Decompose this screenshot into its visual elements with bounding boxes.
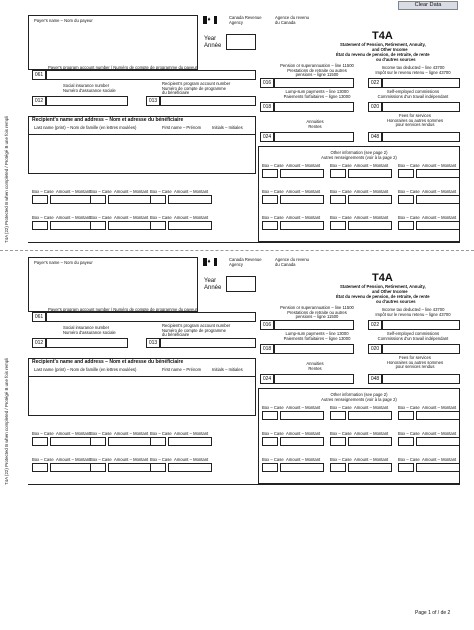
pension-label-fr-2: pensions – ligne 11500 xyxy=(295,72,339,77)
payer-account-label: Payer's program account number / Numéro de compte de programme du payeur xyxy=(48,65,198,70)
payer-name-label: Payer's name – Nom du payeur xyxy=(34,18,93,23)
other-box-label: Box – Case xyxy=(262,405,284,410)
annuities-label-fr: Rentes xyxy=(308,365,322,371)
other-amount-label: Amount – Montant xyxy=(354,457,389,462)
other-box-label: Box – Case xyxy=(32,457,54,462)
other-box-code-field[interactable] xyxy=(330,411,346,420)
annuities-field[interactable] xyxy=(274,374,354,384)
annuities-field[interactable] xyxy=(274,132,354,142)
tax-deducted-label-fr: Impôt sur le revenu retenu – ligne 43700 xyxy=(375,69,451,75)
agency-en-2: Agency xyxy=(229,261,243,267)
tax-slip xyxy=(0,10,474,250)
other-box-code-field[interactable] xyxy=(150,437,166,446)
other-amount-field[interactable] xyxy=(168,221,212,230)
other-box-code-field[interactable] xyxy=(398,169,414,178)
agency-en-2: Agency xyxy=(229,19,243,25)
other-amount-field[interactable] xyxy=(50,221,94,230)
year-field[interactable] xyxy=(226,34,256,50)
other-amount-field[interactable] xyxy=(280,463,324,472)
box-020-tag: 020 xyxy=(368,102,382,112)
recipient-account-label-3: du bénéficiaire xyxy=(162,90,190,95)
other-amount-field[interactable] xyxy=(50,437,94,446)
agency-en: Canada Revenue xyxy=(229,15,262,20)
initials-label: Initials – Initiales xyxy=(212,367,243,372)
other-box-code-field[interactable] xyxy=(330,195,346,204)
recipient-account-label-2: Numéro de compte de programme xyxy=(162,327,227,333)
other-box-label: Box – Case xyxy=(262,215,284,220)
other-box-code-field[interactable] xyxy=(398,463,414,472)
other-box-code-field[interactable] xyxy=(330,169,346,178)
recipient-account-field[interactable] xyxy=(160,96,256,106)
annuities-label: Annuities xyxy=(306,119,324,124)
agency-fr: Agence du revenu xyxy=(275,257,309,262)
other-box-label: Box – Case xyxy=(32,215,54,220)
other-amount-label: Amount – Montant xyxy=(174,457,209,462)
initials-label: Initials – Initiales xyxy=(212,125,243,130)
other-amount-label: Amount – Montant xyxy=(174,431,209,436)
pension-amount-field[interactable] xyxy=(274,78,354,88)
other-amount-label: Amount – Montant xyxy=(286,405,321,410)
form-code: T4A xyxy=(372,30,393,42)
other-amount-field[interactable] xyxy=(348,411,392,420)
other-box-code-field[interactable] xyxy=(150,463,166,472)
sin-label-fr: Numéro d'assurance sociale xyxy=(63,329,116,335)
other-amount-field[interactable] xyxy=(348,463,392,472)
other-box-label: Box – Case xyxy=(90,215,112,220)
first-name-label: First name – Prénom xyxy=(162,367,202,372)
recipient-heading: Recipient's name and address – Nom et adresse du bénéficiaire xyxy=(32,117,184,123)
year-label-fr: Année xyxy=(204,285,222,291)
sin-label-fr: Numéro d'assurance sociale xyxy=(63,87,116,93)
other-box-code-field[interactable] xyxy=(90,437,106,446)
other-amount-field[interactable] xyxy=(168,463,212,472)
other-amount-label: Amount – Montant xyxy=(114,189,149,194)
pension-label-fr: Prestations de retraite ou autres xyxy=(287,67,347,73)
other-amount-label: Amount – Montant xyxy=(354,189,389,194)
canada-flag-icon: ♦ xyxy=(203,258,217,266)
recipient-account-label-3: du bénéficiaire xyxy=(162,332,190,337)
other-amount-label: Amount – Montant xyxy=(114,215,149,220)
other-amount-field[interactable] xyxy=(108,463,152,472)
lump-sum-label: Lump-sum payments – line 13000 xyxy=(285,89,349,94)
other-amount-field[interactable] xyxy=(416,463,460,472)
title-fr-2: ou d'autres sources xyxy=(376,299,416,304)
other-amount-label: Amount – Montant xyxy=(354,431,389,436)
other-box-code-field[interactable] xyxy=(90,221,106,230)
other-amount-label: Amount – Montant xyxy=(422,405,457,410)
side-label: T4A (22) Protected B when completed / Protégé B une fois rempli xyxy=(4,357,9,485)
lump-sum-field[interactable] xyxy=(274,102,354,112)
other-amount-field[interactable] xyxy=(50,463,94,472)
box-018-tag: 018 xyxy=(260,102,274,112)
other-amount-label: Amount – Montant xyxy=(422,215,457,220)
box-022-tag: 022 xyxy=(368,320,382,330)
box-020-tag: 020 xyxy=(368,344,382,354)
title-fr-2: ou d'autres sources xyxy=(376,57,416,62)
other-amount-label: Amount – Montant xyxy=(56,457,91,462)
other-box-label: Box – Case xyxy=(330,457,352,462)
other-box-code-field[interactable] xyxy=(32,195,48,204)
other-amount-label: Amount – Montant xyxy=(286,163,321,168)
other-amount-label: Amount – Montant xyxy=(174,189,209,194)
other-box-label: Box – Case xyxy=(90,189,112,194)
fees-label-fr: Honoraires ou autres sommes xyxy=(386,359,444,365)
box-022-tag: 022 xyxy=(368,78,382,88)
other-box-code-field[interactable] xyxy=(262,195,278,204)
other-amount-field[interactable] xyxy=(416,195,460,204)
other-box-code-field[interactable] xyxy=(330,463,346,472)
tax-deducted-label: Income tax deducted – line 43700 xyxy=(381,65,445,70)
other-box-code-field[interactable] xyxy=(262,221,278,230)
other-amount-label: Amount – Montant xyxy=(174,215,209,220)
last-name-label: Last name (print) – Nom de famille (en lettres moulées) xyxy=(34,367,137,372)
other-amount-label: Amount – Montant xyxy=(114,431,149,436)
agency-en: Canada Revenue xyxy=(229,257,262,262)
box-024-tag: 024 xyxy=(260,132,274,142)
box-013-tag: 013 xyxy=(146,338,160,348)
canada-flag-icon: ♦ xyxy=(203,16,217,24)
other-amount-field[interactable] xyxy=(280,437,324,446)
box-061-tag: 061 xyxy=(32,312,46,322)
tax-deducted-label: Income tax deducted – line 43700 xyxy=(381,307,445,312)
other-box-code-field[interactable] xyxy=(90,463,106,472)
other-amount-field[interactable] xyxy=(348,169,392,178)
other-box-label: Box – Case xyxy=(398,457,420,462)
fees-label-fr-2: pour services rendus xyxy=(395,122,435,127)
other-amount-label: Amount – Montant xyxy=(286,189,321,194)
tax-deducted-label-fr: Impôt sur le revenu retenu – ligne 43700 xyxy=(375,311,451,317)
payer-account-label: Payer's program account number / Numéro de compte de programme du payeur xyxy=(48,307,198,312)
other-box-label: Box – Case xyxy=(32,431,54,436)
agency-fr: Agence du revenu xyxy=(275,15,309,20)
other-box-code-field[interactable] xyxy=(32,463,48,472)
last-name-label: Last name (print) – Nom de famille (en lettres moulées) xyxy=(34,125,137,130)
other-amount-label: Amount – Montant xyxy=(354,163,389,168)
other-box-label: Box – Case xyxy=(398,163,420,168)
other-box-label: Box – Case xyxy=(90,431,112,436)
other-info-label-fr: Autres renseignements (voir à la page 2) xyxy=(321,396,397,402)
other-box-label: Box – Case xyxy=(330,189,352,194)
annuities-label: Annuities xyxy=(306,361,324,366)
pension-amount-field[interactable] xyxy=(274,320,354,330)
other-amount-field[interactable] xyxy=(168,195,212,204)
payer-account-field[interactable] xyxy=(46,312,256,322)
cut-line xyxy=(0,250,474,251)
fees-label-fr-2: pour services rendus xyxy=(395,364,435,369)
other-box-label: Box – Case xyxy=(262,431,284,436)
other-box-code-field[interactable] xyxy=(150,221,166,230)
tax-deducted-field[interactable] xyxy=(382,78,460,88)
self-employed-label: Self-employed commissions xyxy=(386,331,440,336)
other-box-label: Box – Case xyxy=(150,189,172,194)
year-label: Year xyxy=(204,36,217,42)
other-amount-field[interactable] xyxy=(416,437,460,446)
title-en-2: and Other Income xyxy=(372,47,408,52)
recipient-account-label: Recipient's program account number xyxy=(162,323,231,328)
other-box-code-field[interactable] xyxy=(90,195,106,204)
box-012-tag: 012 xyxy=(32,96,46,106)
recipient-account-label-2: Numéro de compte de programme xyxy=(162,85,227,91)
other-amount-field[interactable] xyxy=(108,437,152,446)
box-061-tag: 061 xyxy=(32,70,46,80)
other-amount-field[interactable] xyxy=(280,169,324,178)
year-label: Year xyxy=(204,278,217,284)
other-box-label: Box – Case xyxy=(330,405,352,410)
pension-label-fr: Prestations de retraite ou autres xyxy=(287,309,347,315)
other-box-label: Box – Case xyxy=(150,457,172,462)
other-box-label: Box – Case xyxy=(90,457,112,462)
other-box-label: Box – Case xyxy=(398,215,420,220)
fees-label-fr: Honoraires ou autres sommes xyxy=(386,117,444,123)
other-box-code-field[interactable] xyxy=(262,169,278,178)
other-amount-field[interactable] xyxy=(416,221,460,230)
other-box-label: Box – Case xyxy=(150,431,172,436)
other-box-label: Box – Case xyxy=(262,189,284,194)
other-amount-field[interactable] xyxy=(280,221,324,230)
other-box-code-field[interactable] xyxy=(262,437,278,446)
other-amount-label: Amount – Montant xyxy=(354,215,389,220)
other-box-code-field[interactable] xyxy=(32,437,48,446)
other-amount-label: Amount – Montant xyxy=(56,431,91,436)
payer-name-label: Payer's name – Nom du payeur xyxy=(34,260,93,265)
recipient-account-field[interactable] xyxy=(160,338,256,348)
lump-sum-field[interactable] xyxy=(274,344,354,354)
other-box-label: Box – Case xyxy=(398,431,420,436)
box-024-tag: 024 xyxy=(260,374,274,384)
clear-data-button[interactable]: Clear Data xyxy=(398,1,458,10)
other-amount-field[interactable] xyxy=(168,437,212,446)
agency-fr-2: du Canada xyxy=(275,261,296,267)
other-amount-field[interactable] xyxy=(416,169,460,178)
recipient-account-label: Recipient's program account number xyxy=(162,81,231,86)
box-016-tag: 016 xyxy=(260,78,274,88)
other-amount-field[interactable] xyxy=(348,195,392,204)
box-048-tag: 048 xyxy=(368,132,382,142)
other-box-label: Box – Case xyxy=(398,405,420,410)
sin-label: Social insurance number xyxy=(63,83,110,88)
other-box-label: Box – Case xyxy=(398,189,420,194)
title-fr-1: État du revenu de pension, de retraite, de rente xyxy=(336,52,430,57)
sin-field[interactable] xyxy=(46,96,128,106)
self-employed-label: Self-employed commissions xyxy=(386,89,440,94)
tax-slip xyxy=(0,252,474,492)
side-label: T4A (22) Protected B when completed / Protégé B une fois rempli xyxy=(4,115,9,243)
payer-account-field[interactable] xyxy=(46,70,256,80)
fees-label: Fees for services xyxy=(399,113,431,118)
year-label-fr: Année xyxy=(204,43,222,49)
other-amount-label: Amount – Montant xyxy=(422,163,457,168)
other-box-label: Box – Case xyxy=(262,163,284,168)
other-amount-field[interactable] xyxy=(108,195,152,204)
sin-label: Social insurance number xyxy=(63,325,110,330)
self-employed-field[interactable] xyxy=(382,344,460,354)
other-amount-label: Amount – Montant xyxy=(114,457,149,462)
other-box-label: Box – Case xyxy=(32,189,54,194)
other-amount-label: Amount – Montant xyxy=(286,431,321,436)
other-box-label: Box – Case xyxy=(262,457,284,462)
other-box-label: Box – Case xyxy=(330,163,352,168)
pension-label: Pension or superannuation – line 11500 xyxy=(280,305,354,310)
other-info-label: Other information (see page 2) xyxy=(330,150,388,155)
pension-label-fr-2: pensions – ligne 11500 xyxy=(295,314,339,319)
title-en-2: and Other Income xyxy=(372,289,408,294)
lump-sum-label: Lump-sum payments – line 13000 xyxy=(285,331,349,336)
other-info-label-fr: Autres renseignements (voir à la page 2) xyxy=(321,154,397,160)
title-en-1: Statement of Pension, Retirement, Annuity, xyxy=(340,42,426,47)
other-amount-field[interactable] xyxy=(348,221,392,230)
other-amount-label: Amount – Montant xyxy=(286,215,321,220)
other-box-code-field[interactable] xyxy=(330,437,346,446)
other-box-code-field[interactable] xyxy=(398,221,414,230)
other-amount-label: Amount – Montant xyxy=(354,405,389,410)
other-box-code-field[interactable] xyxy=(32,221,48,230)
box-018-tag: 018 xyxy=(260,344,274,354)
box-016-tag: 016 xyxy=(260,320,274,330)
other-box-label: Box – Case xyxy=(150,215,172,220)
other-box-code-field[interactable] xyxy=(262,411,278,420)
other-amount-label: Amount – Montant xyxy=(422,431,457,436)
pension-label: Pension or superannuation – line 11500 xyxy=(280,63,354,68)
first-name-label: First name – Prénom xyxy=(162,125,202,130)
recipient-heading: Recipient's name and address – Nom et adresse du bénéficiaire xyxy=(32,359,184,365)
lump-sum-label-fr: Paiements forfaitaires – ligne 13000 xyxy=(283,335,351,341)
self-employed-field[interactable] xyxy=(382,102,460,112)
fees-field[interactable] xyxy=(382,132,460,142)
self-employed-label-fr: Commissions d'un travail indépendant xyxy=(377,93,449,99)
year-field[interactable] xyxy=(226,276,256,292)
other-amount-label: Amount – Montant xyxy=(56,189,91,194)
box-013-tag: 013 xyxy=(146,96,160,106)
other-amount-label: Amount – Montant xyxy=(286,457,321,462)
self-employed-label-fr: Commissions d'un travail indépendant xyxy=(377,335,449,341)
other-amount-label: Amount – Montant xyxy=(422,457,457,462)
other-amount-field[interactable] xyxy=(280,411,324,420)
other-box-code-field[interactable] xyxy=(262,463,278,472)
other-amount-label: Amount – Montant xyxy=(56,215,91,220)
other-info-label: Other information (see page 2) xyxy=(330,392,388,397)
title-fr-1: État du revenu de pension, de retraite, de rente xyxy=(336,294,430,299)
fees-label: Fees for services xyxy=(399,355,431,360)
other-box-code-field[interactable] xyxy=(398,195,414,204)
other-box-code-field[interactable] xyxy=(398,411,414,420)
other-amount-field[interactable] xyxy=(108,221,152,230)
other-amount-field[interactable] xyxy=(50,195,94,204)
other-amount-field[interactable] xyxy=(348,437,392,446)
box-012-tag: 012 xyxy=(32,338,46,348)
annuities-label-fr: Rentes xyxy=(308,123,322,129)
fees-field[interactable] xyxy=(382,374,460,384)
page-number: Page 1 of / de 2 xyxy=(415,610,451,616)
other-amount-field[interactable] xyxy=(280,195,324,204)
lump-sum-label-fr: Paiements forfaitaires – ligne 13000 xyxy=(283,93,351,99)
tax-deducted-field[interactable] xyxy=(382,320,460,330)
other-box-code-field[interactable] xyxy=(398,437,414,446)
form-code: T4A xyxy=(372,272,393,284)
box-048-tag: 048 xyxy=(368,374,382,384)
other-box-code-field[interactable] xyxy=(330,221,346,230)
other-amount-field[interactable] xyxy=(416,411,460,420)
other-amount-label: Amount – Montant xyxy=(422,189,457,194)
other-box-label: Box – Case xyxy=(330,431,352,436)
title-en-1: Statement of Pension, Retirement, Annuity, xyxy=(340,284,426,289)
other-box-code-field[interactable] xyxy=(150,195,166,204)
sin-field[interactable] xyxy=(46,338,128,348)
agency-fr-2: du Canada xyxy=(275,19,296,25)
other-box-label: Box – Case xyxy=(330,215,352,220)
